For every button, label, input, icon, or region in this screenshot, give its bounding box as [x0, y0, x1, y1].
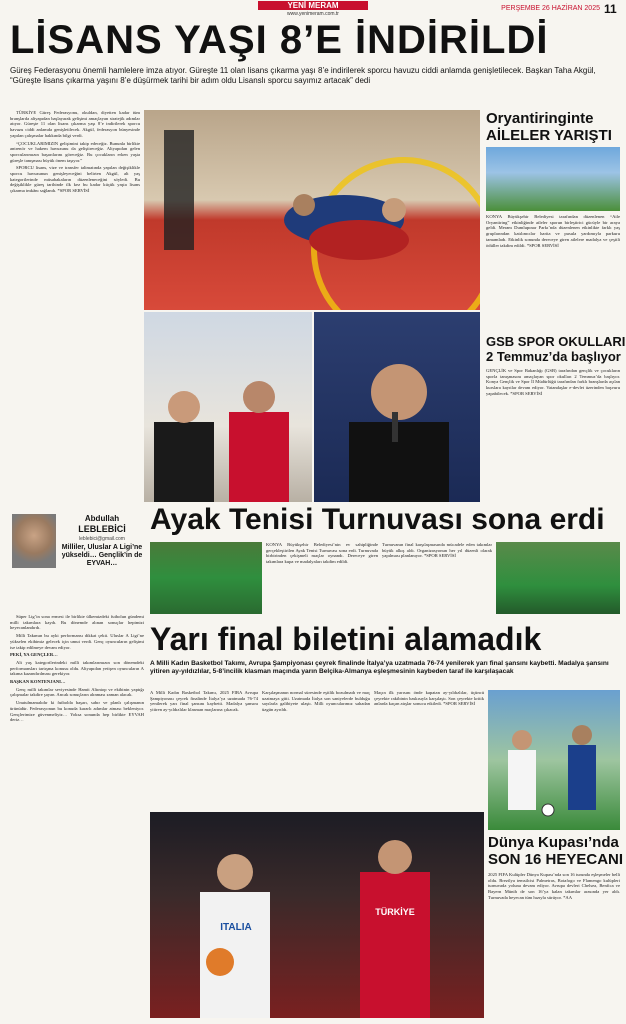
story3-headline: Ayak Tenisi Turnuvası sona erdi [150, 503, 605, 536]
orienteering-photo [486, 147, 620, 211]
columnist-box [10, 506, 144, 612]
kids-photo [144, 312, 312, 502]
main-body-paragraph: SPORCU lisans, vize ve transfer talimatında yapılan değişiklikle sporcu havuzunun genişleyeceğini belirten Akgül, alt yaş kategorilerinde müsabakaların düzenleneceğini söyledi. Bu değişiklikle güreş tarihinde ilk kez bu kadar küçük yaşta lisans çıkarma imkânı sağlandı. *SPOR SERVİSİ [10, 165, 140, 194]
masthead-logo: YENİ MERAM [258, 1, 368, 10]
columnist-body [10, 614, 144, 1018]
columnist-subhead: BAŞKAN KONTENJANI… [10, 679, 66, 685]
columnist-email: leblebici@gmail.com [79, 536, 125, 542]
columnist-paragraph: Unutulmamalıdır ki futbolda başarı, sabır ve planlı çalışmanın ürünüdür. Federasyonun bu konuda kararlı adımlar atması bekleniyor. Gençlerimize güvenmeliyiz… Yoksa sonunda hep birlikte EYVAH deriz… [10, 700, 144, 723]
masthead-website: www.yenimeram.com.tr [287, 11, 339, 17]
right-story1-headline1: Oryantiringinte [486, 110, 594, 127]
columnist-avatar [12, 514, 56, 568]
columnist-title: Milliler, Uluslar A Ligi’ne yükseldi… Gençlik’in de EYVAH… [61, 544, 143, 567]
wrestlers-illustration [144, 110, 480, 310]
tennis-photo-right [496, 542, 620, 614]
wrestling-photo [144, 110, 480, 310]
football-photo [488, 690, 620, 830]
jersey-text-italia: ITALIA [220, 922, 252, 933]
right-story1-body: KONYA Büyükşehir Belediyesi tarafından düzenlenen “Aile Oryantiring” etkinliğinde aileler sporun birleştirici gücüyle bir araya geldi. Meram Dumlupınar Parkı’nda düzenlenen etkinlikte farklı yaş gruplarından katılımcılar harita ve pusula yardımıyla parkuru tamamladı. Etkinlik sonunda dereceye giren ailelere madalya ve çeşitli ödüller takdim edildi. *SPOR SERVİSİ [486, 214, 620, 248]
speaker-illustration [314, 312, 480, 502]
tennis-photo-left [150, 542, 262, 614]
jersey-text-turkiye: TÜRKİYE [375, 907, 415, 917]
basketball-photo [150, 812, 484, 1018]
main-headline: LİSANS YAŞI 8’E İNDİRİLDİ [10, 18, 549, 62]
columnist-name2: LEBLEBİCİ [78, 524, 126, 534]
kids-illustration [144, 312, 312, 502]
story4-col1: A Milli Kadın Basketbol Takımı, 2025 FIBA Avrupa Şampiyonası çeyrek finalinde İtalya’ya uzatmada 76-74 yenilerek yarı final şansını kaybetti. Madalya şansını yitiren ay-yıldızlılar klasman maçlarına çıkacak. [150, 690, 258, 713]
masthead-date: PERŞEMBE 26 HAZİRAN 2025 [501, 5, 600, 12]
story5-headline2: SON 16 HEYECANI [488, 851, 624, 868]
columnist-name1: Abdullah [84, 514, 120, 523]
story3-body-col1: KONYA Büyükşehir Belediyesi’nin ev sahipliğinde gerçekleştirilen Ayak Tenisi Turnuvası sona erdi. Turnuvada birbirinden çekişmeli maçlar oynandı. Dereceye giren takımlara kupa ve madalyaları takdim edildi. [266, 542, 378, 565]
story4-deck: A Milli Kadın Basketbol Takımı, Avrupa Şampiyonası çeyrek finalinde İtalya’ya uzatmada 76-74 yenilerek yarı final şansını kaybetti. Madalya şansını yitiren ay-yıldızlılar, 5-8’incilik klasman maçında yarın Belçika-Almanya eşleşmesinin kaybeden taraf ile karşılaşacak [150, 660, 609, 675]
right-story2-headline1: GSB SPOR OKULLARI [486, 334, 626, 349]
main-body [10, 110, 140, 500]
story5-headline1: Dünya Kupası’nda [488, 834, 619, 851]
columnist-paragraph: Genç milli takımlar seviyesinde Hamit Altıntop ve ekibinin yaptığı çalışmalar takdire şayan. Ancak sonuçların alınması zaman alacak. [10, 686, 144, 698]
right-story1-headline2: AİLELER YARIŞTI [486, 127, 612, 144]
main-body-paragraph: TÜRKİYE Güreş Federasyonu, okuldan, diyetten kadar tüm branşlarda altyapıdan başlayarak gelişimi amaçlayan stratejik adımlar atıyor. Güreşte 11 olan lisans çıkarma yaşı 8’e indirilerek sporcu havuzu ciddi anlamda genişletilecek. Akgül, federasyon bünyesinde yapılan çalışmalar hakkında bilgi verdi. [10, 110, 140, 138]
story3-body-col2: Turnuvanın final karşılaşmasında mücadele eden takımlar büyük alkış aldı. Organizasyonun her yıl düzenli olarak yapılması planlanıyor. *SPOR SERVİSİ [382, 542, 492, 559]
akgul-photo [314, 312, 480, 502]
footballers-illustration [488, 690, 620, 830]
columnist-paragraph: Süper Lig’in sona ermesi ile birlikte ülkemizdeki futbolun gündemi milli takımlara kaydı. Bu dönemde alınan sonuçlar hepimizi heyecanlandırdı. [10, 614, 144, 631]
main-body-paragraph: “ÇOCUKLARIMIZIN gelişimini takip edeceğiz. Bununla birlikte antrenör ve hakem havuzunu da geliştireceğiz. Altyapıdan gelen sporcularımızın başarılarını göreceğiz. Bu çocukların erken yaşta güreşle tanışması büyük önem taşıyor.” [10, 140, 140, 163]
page-number: 11 [604, 2, 617, 16]
story5-body: 2025 FIFA Kulüpler Dünya Kupası’nda son 16 turunda eşleşmeler belli oldu. Brezilya temsilcisi Palmeiras, Botafogo ve Flamengo kulüpleri turnuvada yoluna devam ediyor. Avrupa devleri Chelsea, Benfica ve Bayern Münih de son 16’ya kalan takımlar arasında yer aldı. Turnuvada heyecan tüm hızıyla sürüyor. *AA [488, 872, 620, 900]
story4-col2: Karşılaşmanın normal süresinde eşitlik bozulmadı ve maç uzatmaya gitti. Uzatmada İtalya son saniyelerde bulduğu sayılarla galibiyete ulaştı. Milli oyuncularımız sahadan üzgün ayrıldı. [262, 690, 370, 713]
columnist-paragraph: Milli Takımın bu ayki performansı dikkat çekti. Uluslar A Ligi’ne yükselen ekibimiz gelecek için umut verdi. Genç oyuncuların gelişimi ise takip edilmeye devam ediyor. [10, 633, 144, 650]
right-story2-body: GENÇLİK ve Spor Bakanlığı (GSB) tarafından gençlik ve çocukların sporla tanışmasını amaçlayan spor okulları 2 Temmuz’da başlıyor. Konya Gençlik ve Spor İl Müdürlüğü tarafından farklı branşlarda açılan kurslara kayıtlar devam ediyor. Vatandaşlar e-devlet üzerinden başvuru yapabilecek. *SPOR SERVİSİ [486, 368, 620, 396]
story4-headline: Yarı final biletini alamadık [150, 621, 542, 657]
main-deck: Güreş Federasyonu önemli hamlelere imza atıyor. Güreşte 11 olan lisans çıkarma yaşı 8’e indirilerek sporcu havuzu ciddi anlamda genişletilecek. Başkan Taha Akgül, “Güreşte lisans çıkarma yaşını 8’e düşürmek tarihi bir adım oldu Lisanslı sporcu sayımız artacak” dedi [10, 66, 596, 85]
basketball-illustration [150, 812, 484, 1018]
columnist-paragraph: Alt yaş kategorilerindeki milli takımlarımızın son dönemdeki performansları tartışma konusu oldu. Altyapıdan yetişen oyuncuların A takıma kazandırılması gerekiyor. [10, 659, 144, 677]
columnist-subhead: PEKİ, YA GENÇLER… [10, 652, 58, 658]
story4-col3: Maçın ilk yarısını önde kapatan ay-yıldızlılar, üçüncü çeyrekte rakibinin baskısıyla karşılaştı. Son çeyrekte kritik anlarda kaçan atışlar sonucu etkiledi. *SPOR SERVİSİ [374, 690, 484, 707]
right-story2-headline2: 2 Temmuz’da başlıyor [486, 349, 621, 364]
